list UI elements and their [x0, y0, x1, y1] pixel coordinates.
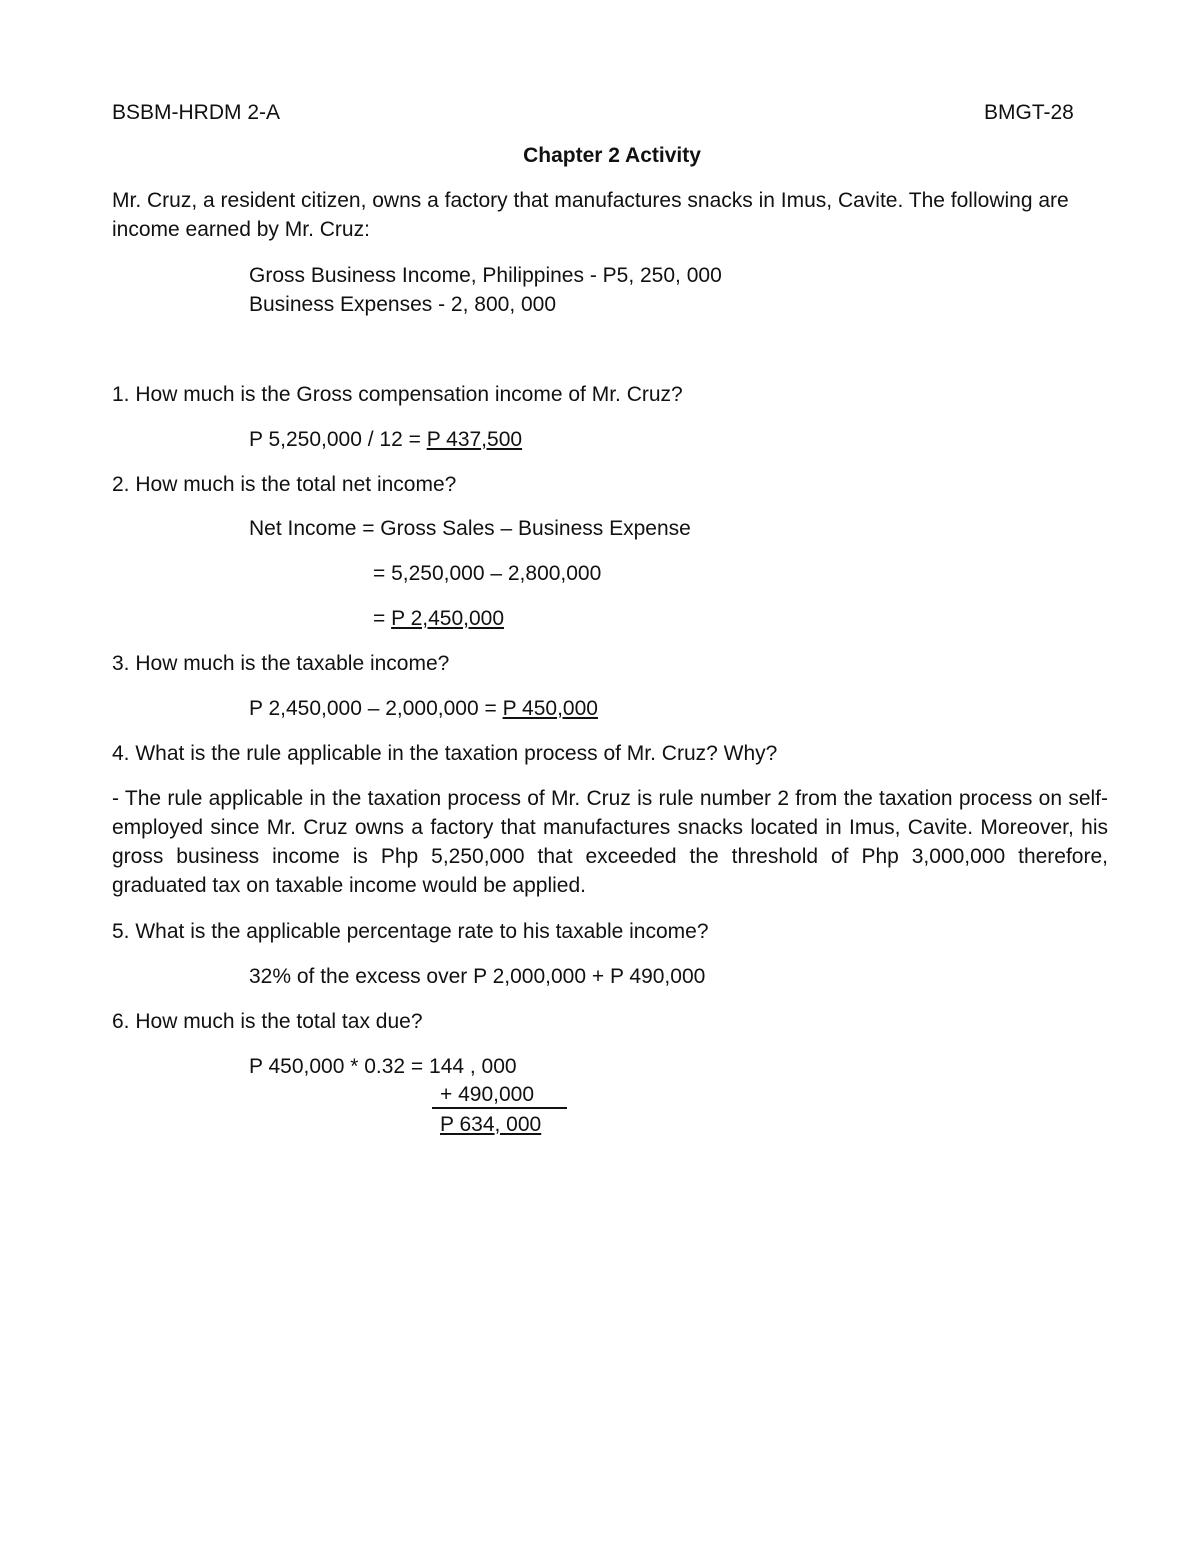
- answer-1: [249, 425, 522, 454]
- answer-2-eq: =: [373, 607, 392, 630]
- answer-1-work: P 5,250,000 / 12 =: [249, 428, 427, 451]
- answer-6-line2: + 490,000: [440, 1083, 535, 1106]
- question-5: 5. What is the applicable percentage rate to his taxable income?: [112, 920, 709, 943]
- answer-3: [249, 694, 598, 723]
- question-1: 1. How much is the Gross compensation income of Mr. Cruz?: [112, 383, 683, 406]
- answer-1-result: P 437,500: [426, 428, 523, 451]
- answer-5: 32% of the excess over P 2,000,000 + P 490,000: [249, 965, 706, 988]
- question-2: 2. How much is the total net income?: [112, 473, 457, 496]
- answer-6-line1: P 450,000 * 0.32 = 144 , 000: [249, 1055, 517, 1078]
- given-business-expenses: Business Expenses - 2, 800, 000: [249, 293, 557, 316]
- question-3: 3. How much is the taxable income?: [112, 652, 450, 675]
- question-4: 4. What is the rule applicable in the taxation process of Mr. Cruz? Why?: [112, 742, 778, 765]
- header-right: BMGT-28: [984, 101, 1074, 124]
- answer-6-total: P 634, 000: [440, 1113, 542, 1136]
- intro-paragraph: Mr. Cruz, a resident citizen, owns a factory that manufactures snacks in Imus, Cavite. The following are income earned by Mr. Cruz:: [112, 189, 1069, 241]
- document-title: Chapter 2 Activity: [523, 144, 701, 167]
- header-left: BSBM-HRDM 2-A: [112, 101, 281, 124]
- answer-2-formula: Net Income = Gross Sales – Business Expense: [249, 517, 691, 540]
- given-gross-income: Gross Business Income, Philippines - P5, 250, 000: [249, 264, 722, 287]
- answer-2: [373, 604, 504, 633]
- answer-4-paragraph: - The rule applicable in the taxation process of Mr. Cruz is rule number 2 from the taxation process on self-employed since Mr. Cruz owns a factory that manufactures snacks located in Imus, Cavite. Moreover, his gross business income is Php 5,250,000 that exceeded the threshold of Php 3,000,000 therefore, graduated tax on taxable income would be applied.: [112, 787, 1108, 897]
- answer-3-work: P 2,450,000 – 2,000,000 =: [249, 697, 503, 720]
- answer-2-result: P 2,450,000: [391, 607, 504, 630]
- question-6: 6. How much is the total tax due?: [112, 1010, 423, 1033]
- answer-2-step: = 5,250,000 – 2,800,000: [373, 562, 602, 585]
- answer-3-result: P 450,000: [502, 697, 598, 720]
- sum-rule-line: [432, 1107, 567, 1109]
